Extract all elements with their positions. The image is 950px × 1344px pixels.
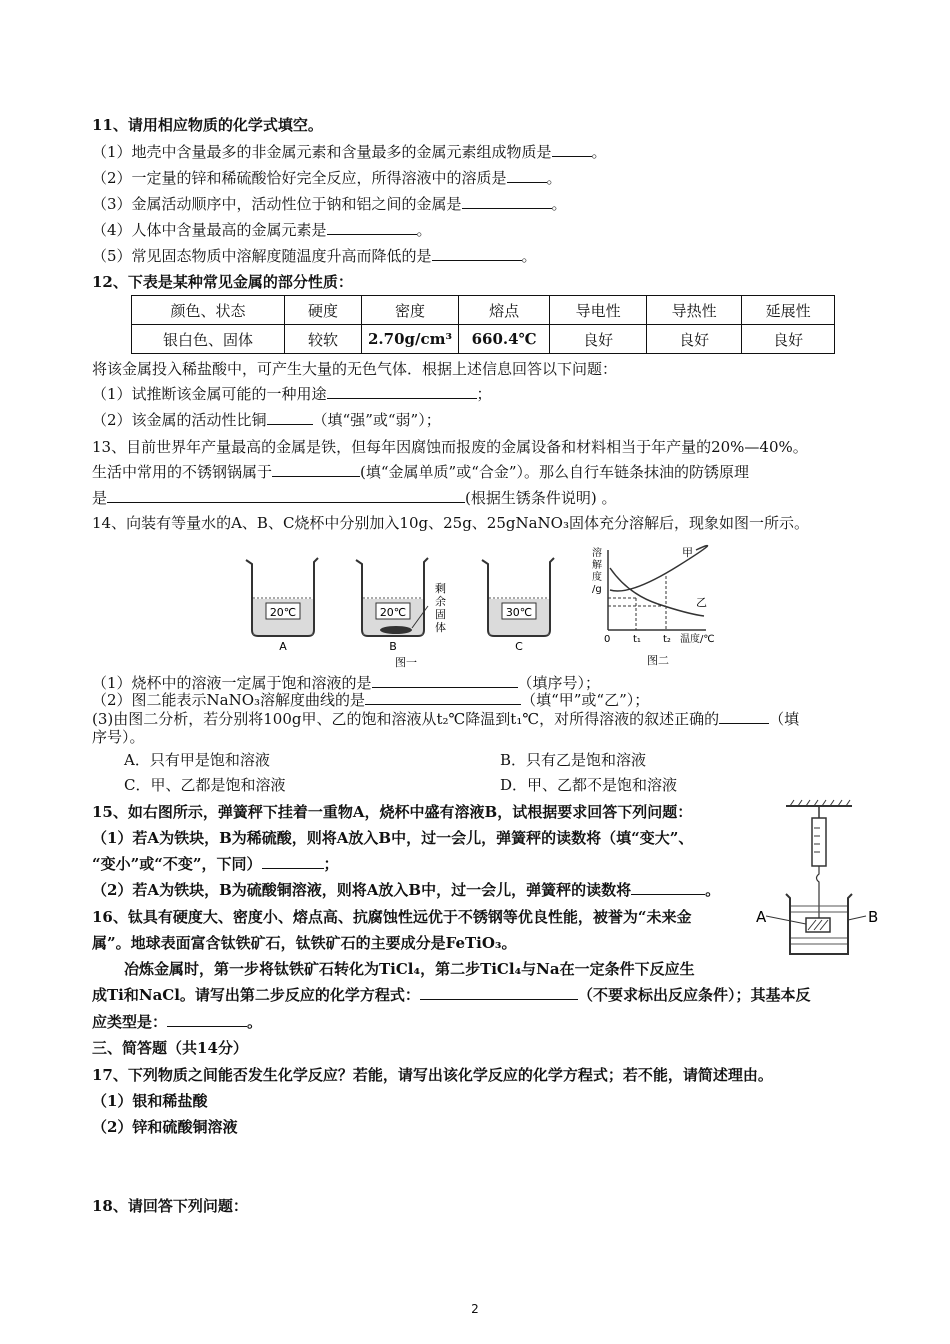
- answer-blank[interactable]: [420, 985, 578, 1000]
- q14-figures: [238, 546, 715, 670]
- beaker-c-label: C: [515, 640, 523, 653]
- table-header-cell: 硬度: [285, 296, 362, 325]
- q11-item-1: （1）地壳中含量最多的非金属元素和含量最多的金属元素组成物质是 。: [92, 143, 607, 161]
- answer-blank[interactable]: [719, 709, 769, 724]
- beaker-a-temp: 20℃: [269, 606, 297, 619]
- q16-line2: 属”。地球表面富含钛铁矿石，钛铁矿石的主要成分是FeTiO₃。: [92, 934, 517, 952]
- q12-title: 12、下表是某种常见金属的部分性质：: [92, 273, 353, 291]
- residue-label-4: 体: [435, 621, 446, 634]
- answer-blank[interactable]: [507, 168, 547, 183]
- q11-item-2: （2）一定量的锌和稀硫酸恰好完全反应，所得溶液中的溶质是 。: [92, 169, 562, 187]
- q11-item-5: （5）常见固态物质中溶解度随温度升高而降低的是 。: [92, 247, 537, 265]
- table-cell: 良好: [550, 325, 647, 354]
- q12-intro: 将该金属投入稀盐酸中，可产生大量的无色气体．根据上述信息回答以下问题：: [92, 360, 618, 378]
- q14-sub1: （1）烧杯中的溶液一定属于饱和溶液的是 （填序号）；: [92, 674, 601, 692]
- answer-blank[interactable]: [631, 880, 705, 895]
- label-a: A: [756, 908, 767, 926]
- figure-1-caption: 图一: [395, 656, 417, 669]
- table-row: [132, 325, 835, 354]
- graph-ylabel-3: 度: [592, 572, 602, 583]
- label-b: B: [868, 908, 879, 926]
- curve-yi-label: 乙: [696, 596, 707, 609]
- graph-t1: t₁: [633, 634, 641, 645]
- q12-sub2: （2）该金属的活动性比铜 （填“强”或“弱”）；: [92, 411, 441, 429]
- q18-title: 18、请回答下列问题：: [92, 1197, 248, 1215]
- section-heading: 三、简答题（共14分）: [92, 1039, 248, 1057]
- table-cell: 2.70g/cm³: [362, 325, 459, 354]
- answer-blank[interactable]: [272, 462, 360, 477]
- residue-label-3: 固: [435, 608, 446, 621]
- answer-blank[interactable]: [552, 142, 592, 157]
- q16-line4: 成Ti和NaCl。请写出第二步反应的化学方程式： （不要求标出反应条件）；其基本反: [92, 986, 811, 1004]
- answer-blank[interactable]: [167, 1012, 247, 1027]
- table-cell: 良好: [742, 325, 835, 354]
- table-cell: 660.4℃: [459, 325, 550, 354]
- curve-jia-label: 甲: [682, 546, 693, 559]
- q13-line3: 是 (根据生锈条件说明) 。: [92, 489, 617, 507]
- table-cell: 银白色、固体: [132, 325, 285, 354]
- graph-ylabel-1: 溶: [592, 548, 602, 559]
- graph-t2: t₂: [663, 634, 671, 645]
- q14-title: 14、向装有等量水的A、B、C烧杯中分别加入10g、25g、25gNaNO₃固体充分溶解后，现象如图一所示。: [92, 514, 809, 532]
- table-header-cell: 颜色、状态: [132, 296, 285, 325]
- answer-blank[interactable]: [372, 673, 518, 688]
- spring-scale: [812, 818, 826, 866]
- answer-blank[interactable]: [262, 854, 324, 869]
- beaker-b-temp: 20℃: [379, 606, 407, 619]
- table-header-cell: 延展性: [742, 296, 835, 325]
- figure-2-caption: 图二: [647, 654, 669, 667]
- beaker-a-label: A: [279, 640, 287, 653]
- q16-line1: 16、钛具有硬度大、密度小、熔点高、抗腐蚀性远优于不锈钢等优良性能，被誉为“未来金: [92, 908, 692, 926]
- q11-item-3: （3）金属活动顺序中，活动性位于钠和铝之间的金属是 。: [92, 195, 567, 213]
- q16-line3: 冶炼金属时，第一步将钛铁矿石转化为TiCl₄，第二步TiCl₄与Na在一定条件下反应生: [124, 960, 695, 978]
- q17-sub2: （2）锌和硫酸铜溶液: [92, 1118, 238, 1136]
- answer-blank[interactable]: [107, 488, 465, 503]
- solubility-graph: [592, 546, 715, 667]
- residue-label-1: 剩: [435, 582, 446, 595]
- q15-sub1: （1）若A为铁块，B为稀硫酸，则将A放入B中，过一会儿，弹簧秤的读数将（填“变大”、: [92, 829, 694, 847]
- beaker-b-label: B: [389, 640, 397, 653]
- answer-blank[interactable]: [462, 194, 552, 209]
- option-a: A．只有甲是饱和溶液: [124, 751, 270, 769]
- q12-sub1: （1）试推断该金属可能的一种用途 ；: [92, 385, 492, 403]
- q17-sub1: （1）银和稀盐酸: [92, 1092, 208, 1110]
- answer-blank[interactable]: [432, 246, 522, 261]
- q14-sub3: (3)由图二分析，若分别将100g甲、乙的饱和溶液从t₂℃降温到t₁℃，对所得溶液的叙述正确的 （填: [92, 710, 800, 728]
- q11-item-4: （4）人体中含量最高的金属元素是 。: [92, 221, 432, 239]
- table-header-row: [132, 296, 835, 325]
- q15-sub1-cont: “变小”或“不变”，下同） ；: [92, 855, 339, 873]
- table-cell: 较软: [285, 325, 362, 354]
- q15-title: 15、如右图所示，弹簧秤下挂着一重物A，烧杯中盛有溶液B，试根据要求回答下列问题：: [92, 803, 693, 821]
- answer-blank[interactable]: [365, 690, 521, 705]
- table-header-cell: 密度: [362, 296, 459, 325]
- answer-blank[interactable]: [327, 384, 477, 399]
- graph-ylabel-4: /g: [592, 584, 602, 595]
- q11-title: 11、请用相应物质的化学式填空。: [92, 116, 323, 134]
- residue-solid: [380, 626, 412, 634]
- table-cell: 良好: [647, 325, 742, 354]
- q15-sub2: （2）若A为铁块，B为硫酸铜溶液，则将A放入B中，过一会儿，弹簧秤的读数将 。: [92, 881, 721, 899]
- q17-title: 17、下列物质之间能否发生化学反应？若能，请写出该化学反应的化学方程式；若不能，请简述理由。: [92, 1066, 773, 1084]
- q13-line2: 生活中常用的不锈钢锅属于 (填“金属单质”或“合金”）。那么自行车链条抹油的防锈原理: [92, 463, 750, 481]
- graph-ylabel-2: 解: [592, 560, 602, 571]
- beaker-c-temp: 30℃: [505, 606, 533, 619]
- residue-label-2: 余: [435, 595, 446, 608]
- answer-blank[interactable]: [267, 410, 313, 425]
- spring-scale-figure: [756, 798, 882, 966]
- q13-line1: 13、目前世界年产量最高的金属是铁，但每年因腐蚀而报废的金属设备和材料相当于年产量的20%—40%。: [92, 438, 808, 456]
- curve-yi: [610, 568, 704, 616]
- option-c: C．甲、乙都是饱和溶液: [124, 776, 286, 794]
- graph-origin: 0: [604, 634, 611, 645]
- page-number: 2: [471, 1302, 479, 1316]
- table-header-cell: 导热性: [647, 296, 742, 325]
- table-header-cell: 导电性: [550, 296, 647, 325]
- metal-properties-table: [131, 295, 835, 354]
- answer-blank[interactable]: [327, 220, 417, 235]
- option-b: B．只有乙是饱和溶液: [500, 751, 647, 769]
- q14-sub2: （2）图二能表示NaNO₃溶解度曲线的是 （填“甲”或“乙”）；: [92, 691, 650, 709]
- q16-line5: 应类型是： 。: [92, 1013, 263, 1031]
- q14-sub3-cont: 序号）。: [92, 728, 145, 746]
- table-header-cell: 熔点: [459, 296, 550, 325]
- graph-xlabel: 温度/℃: [680, 634, 715, 645]
- option-d: D．甲、乙都不是饱和溶液: [500, 776, 678, 794]
